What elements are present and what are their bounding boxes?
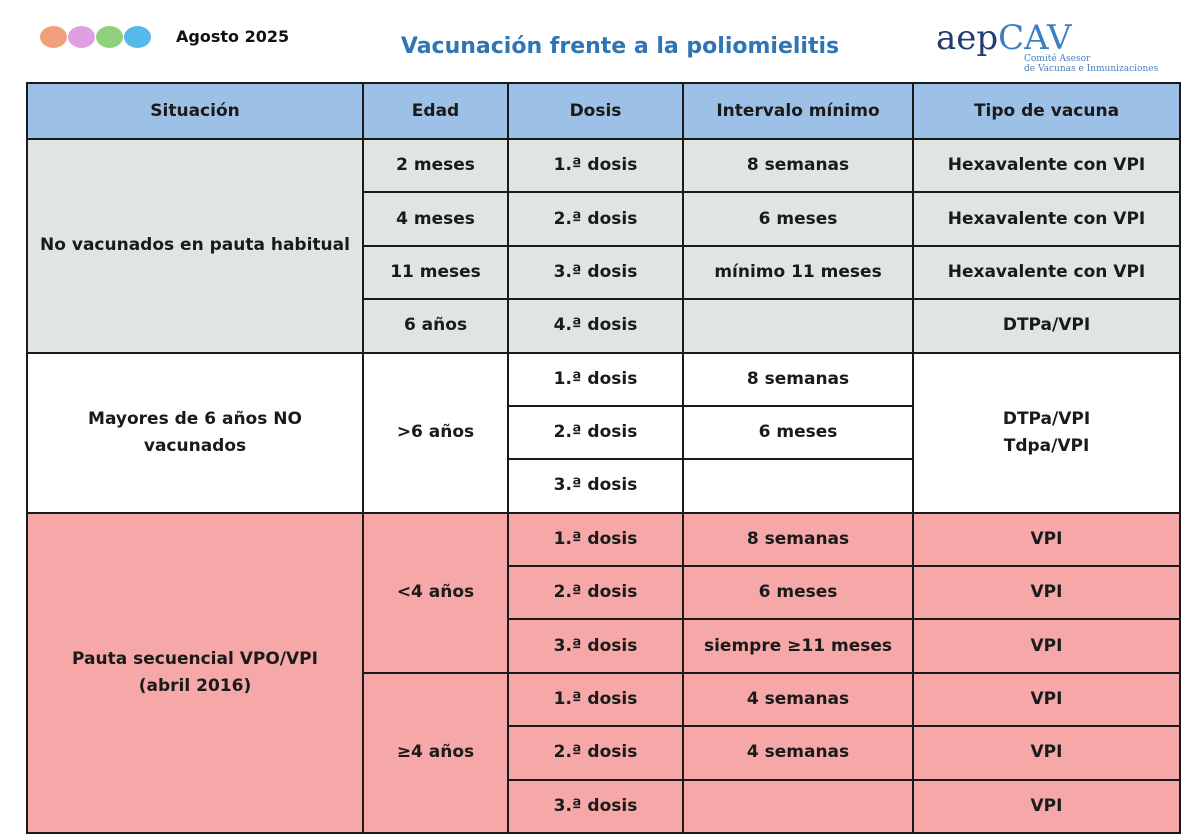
tipo-line-2: Tdpa/VPI xyxy=(1003,435,1090,456)
cell-intervalo: 8 semanas xyxy=(683,513,913,566)
date-label: Agosto 2025 xyxy=(176,27,290,46)
situacion-line-1: Pauta secuencial VPO/VPI xyxy=(72,648,318,669)
cell-situacion-no-vacunados: No vacunados en pauta habitual xyxy=(27,139,363,353)
cell-dosis: 2.ª dosis xyxy=(508,192,683,245)
page-title: Vacunación frente a la poliomielitis xyxy=(400,34,840,59)
logo-mark-a: aep xyxy=(936,18,999,58)
header-intervalo: Intervalo mínimo xyxy=(683,83,913,139)
dot-green xyxy=(96,26,123,48)
cell-edad: 6 años xyxy=(363,299,508,352)
table-header-row xyxy=(27,83,1180,139)
cell-intervalo xyxy=(683,780,913,834)
cell-tipo: VPI xyxy=(913,780,1180,834)
cell-dosis: 3.ª dosis xyxy=(508,246,683,299)
cell-intervalo xyxy=(683,299,913,352)
vaccination-table xyxy=(26,82,1181,834)
logo-sub-line1: Comité Asesor xyxy=(1024,54,1091,64)
header-tipo: Tipo de vacuna xyxy=(913,83,1180,139)
cell-dosis: 2.ª dosis xyxy=(508,566,683,619)
cell-edad: 11 meses xyxy=(363,246,508,299)
cell-edad: 2 meses xyxy=(363,139,508,192)
cell-tipo: Hexavalente con VPI xyxy=(913,139,1180,192)
logo-sub-line2: de Vacunas e Inmunizaciones xyxy=(1024,64,1159,74)
cell-dosis: 1.ª dosis xyxy=(508,353,683,406)
situacion-line-2: (abril 2016) xyxy=(138,675,252,696)
cell-dosis: 3.ª dosis xyxy=(508,619,683,672)
table-row xyxy=(27,513,1180,566)
cell-intervalo: 6 meses xyxy=(683,192,913,245)
cell-intervalo: 6 meses xyxy=(683,406,913,459)
cell-tipo xyxy=(913,353,1180,513)
dot-orange xyxy=(40,26,67,48)
cell-intervalo: 4 semanas xyxy=(683,726,913,779)
logo-mark-b: CAV xyxy=(998,18,1072,58)
cell-intervalo: 4 semanas xyxy=(683,673,913,726)
cell-intervalo: mínimo 11 meses xyxy=(683,246,913,299)
cell-dosis: 2.ª dosis xyxy=(508,406,683,459)
tipo-line-1: DTPa/VPI xyxy=(1002,408,1091,429)
cell-intervalo: siempre ≥11 meses xyxy=(683,619,913,672)
logo-mark xyxy=(936,18,1072,58)
cell-dosis: 3.ª dosis xyxy=(508,459,683,512)
dot-blue xyxy=(124,26,151,48)
header-dosis: Dosis xyxy=(508,83,683,139)
cell-dosis: 3.ª dosis xyxy=(508,780,683,834)
cell-intervalo xyxy=(683,459,913,512)
cell-situacion-pauta-secuencial xyxy=(27,513,363,833)
cell-tipo: Hexavalente con VPI xyxy=(913,192,1180,245)
table-row xyxy=(27,139,1180,192)
cell-tipo: VPI xyxy=(913,566,1180,619)
cell-intervalo: 8 semanas xyxy=(683,353,913,406)
cell-dosis: 4.ª dosis xyxy=(508,299,683,352)
cell-edad: 4 meses xyxy=(363,192,508,245)
cell-dosis: 2.ª dosis xyxy=(508,726,683,779)
cell-tipo: VPI xyxy=(913,513,1180,566)
cell-intervalo: 6 meses xyxy=(683,566,913,619)
cell-edad: <4 años xyxy=(363,513,508,673)
cell-tipo: VPI xyxy=(913,619,1180,672)
aepcav-logo xyxy=(936,18,1176,74)
cell-edad: >6 años xyxy=(363,353,508,513)
cell-tipo: VPI xyxy=(913,673,1180,726)
dot-pink xyxy=(68,26,95,48)
header-edad: Edad xyxy=(363,83,508,139)
logo-subtitle xyxy=(1024,54,1184,74)
header-situacion: Situación xyxy=(27,83,363,139)
cell-dosis: 1.ª dosis xyxy=(508,513,683,566)
table-row xyxy=(27,353,1180,406)
cell-tipo: VPI xyxy=(913,726,1180,779)
cell-edad: ≥4 años xyxy=(363,673,508,833)
cell-situacion-mayores: Mayores de 6 años NO vacunados xyxy=(27,353,363,513)
cell-dosis: 1.ª dosis xyxy=(508,139,683,192)
cell-tipo: DTPa/VPI xyxy=(913,299,1180,352)
cell-intervalo: 8 semanas xyxy=(683,139,913,192)
cell-dosis: 1.ª dosis xyxy=(508,673,683,726)
cell-tipo: Hexavalente con VPI xyxy=(913,246,1180,299)
